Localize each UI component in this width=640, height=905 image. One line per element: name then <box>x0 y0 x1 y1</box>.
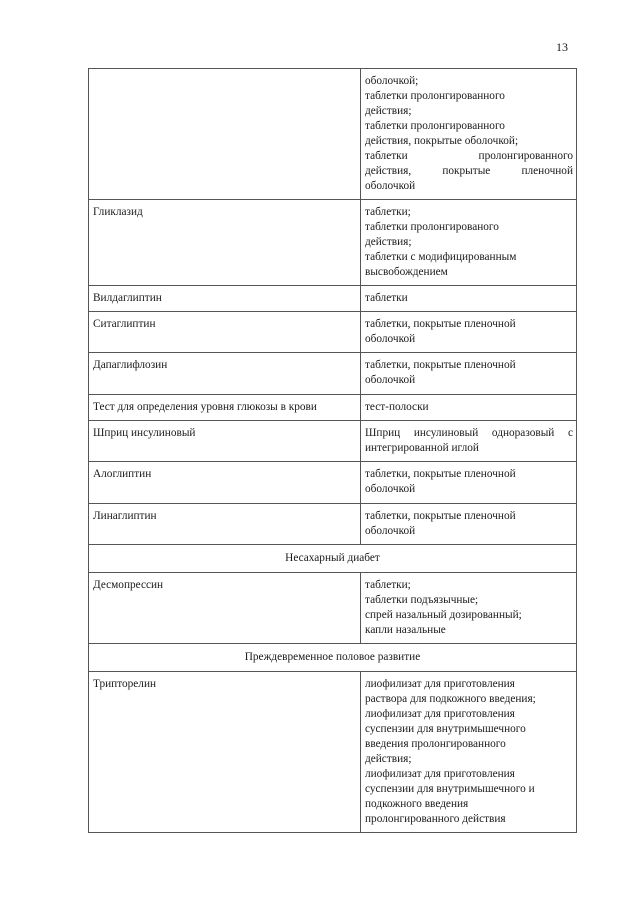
dosage-forms-cell <box>361 353 577 395</box>
drug-name-cell: Трипторелин <box>89 672 361 833</box>
table-row <box>89 421 577 462</box>
dosage-form-line: таблетки с модифицированным <box>365 251 517 263</box>
table-row <box>89 200 577 286</box>
dosage-forms-cell <box>361 573 577 644</box>
table-row <box>89 286 577 312</box>
dosage-forms-cell <box>361 395 577 421</box>
section-title: Преждевременное половое развитие <box>89 644 577 672</box>
dosage-forms-cell <box>361 286 577 312</box>
drug-name-cell: Десмопрессин <box>89 573 361 644</box>
table-row <box>89 395 577 421</box>
dosage-form-line: действия, покрытые оболочкой; <box>365 135 519 147</box>
dosage-form-line: пролонгированного действия <box>365 813 506 825</box>
dosage-form-line: таблетки; <box>365 579 411 591</box>
dosage-form-line: Шприц инсулиновый одноразовый с <box>365 427 573 439</box>
drug-name-cell: Линаглиптин <box>89 504 361 545</box>
table-row <box>89 672 577 833</box>
dosage-form-line: спрей назальный дозированный; <box>365 609 522 621</box>
dosage-form-line: таблетки пролонгированного <box>365 150 573 162</box>
drug-name-cell: Вилдаглиптин <box>89 286 361 312</box>
dosage-forms-cell <box>361 672 577 833</box>
page-number: 13 <box>556 40 568 54</box>
table-row <box>89 462 577 504</box>
dosage-form-line: суспензии для внутримышечного и <box>365 783 535 795</box>
dosage-form-line: оболочкой; <box>365 75 419 87</box>
dosage-form-line: оболочкой <box>365 333 416 345</box>
dosage-form-line: тест-полоски <box>365 401 429 413</box>
dosage-form-line: оболочкой <box>365 180 416 192</box>
dosage-form-line: раствора для подкожного введения; <box>365 693 536 705</box>
dosage-form-line: таблетки, покрытые пленочной <box>365 359 516 371</box>
dosage-form-line: оболочкой <box>365 374 416 386</box>
dosage-form-line: лиофилизат для приготовления <box>365 708 515 720</box>
section-header-row <box>89 545 577 573</box>
drug-name-cell: Ситаглиптин <box>89 312 361 353</box>
dosage-form-line: действия; <box>365 236 412 248</box>
dosage-form-line: введения пролонгированного <box>365 738 506 750</box>
dosage-form-line: таблетки пролонгированого <box>365 221 499 233</box>
table-row <box>89 504 577 545</box>
dosage-forms-cell <box>361 200 577 286</box>
dosage-form-line: интегрированной иглой <box>365 442 479 454</box>
dosage-form-line: лиофилизат для приготовления <box>365 678 515 690</box>
dosage-form-line: таблетки, покрытые пленочной <box>365 468 516 480</box>
dosage-form-line: таблетки подъязычные; <box>365 594 479 606</box>
dosage-form-line: таблетки <box>365 292 408 304</box>
drug-name-cell: Шприц инсулиновый <box>89 421 361 462</box>
dosage-form-line: оболочкой <box>365 483 416 495</box>
dosage-forms-cell <box>361 421 577 462</box>
drug-forms-table <box>88 68 577 833</box>
dosage-form-line: лиофилизат для приготовления <box>365 768 515 780</box>
drug-name-cell: Дапаглифлозин <box>89 353 361 395</box>
table-row <box>89 312 577 353</box>
section-header-row <box>89 644 577 672</box>
dosage-form-line: высвобождением <box>365 266 448 278</box>
dosage-form-line: действия; <box>365 105 412 117</box>
dosage-form-line: таблетки; <box>365 206 411 218</box>
dosage-forms-cell <box>361 462 577 504</box>
drug-name-cell <box>89 69 361 200</box>
table-row <box>89 353 577 395</box>
dosage-forms-cell <box>361 504 577 545</box>
dosage-form-line: оболочкой <box>365 525 416 537</box>
section-title: Несахарный диабет <box>89 545 577 573</box>
dosage-form-line: действия, покрытые пленочной <box>365 165 573 177</box>
dosage-form-line: действия; <box>365 753 412 765</box>
drug-name-cell: Гликлазид <box>89 200 361 286</box>
dosage-forms-cell <box>361 312 577 353</box>
drug-name-cell: Алоглиптин <box>89 462 361 504</box>
drug-name-cell: Тест для определения уровня глюкозы в крови <box>89 395 361 421</box>
dosage-form-line: капли назальные <box>365 624 446 636</box>
dosage-forms-cell <box>361 69 577 200</box>
dosage-form-line: таблетки, покрытые пленочной <box>365 318 516 330</box>
table-row <box>89 573 577 644</box>
table-body <box>89 69 577 833</box>
table-row <box>89 69 577 200</box>
dosage-form-line: таблетки, покрытые пленочной <box>365 510 516 522</box>
dosage-form-line: суспензии для внутримышечного <box>365 723 526 735</box>
dosage-form-line: таблетки пролонгированного <box>365 120 505 132</box>
dosage-form-line: таблетки пролонгированного <box>365 90 505 102</box>
dosage-form-line: подкожного введения <box>365 798 469 810</box>
